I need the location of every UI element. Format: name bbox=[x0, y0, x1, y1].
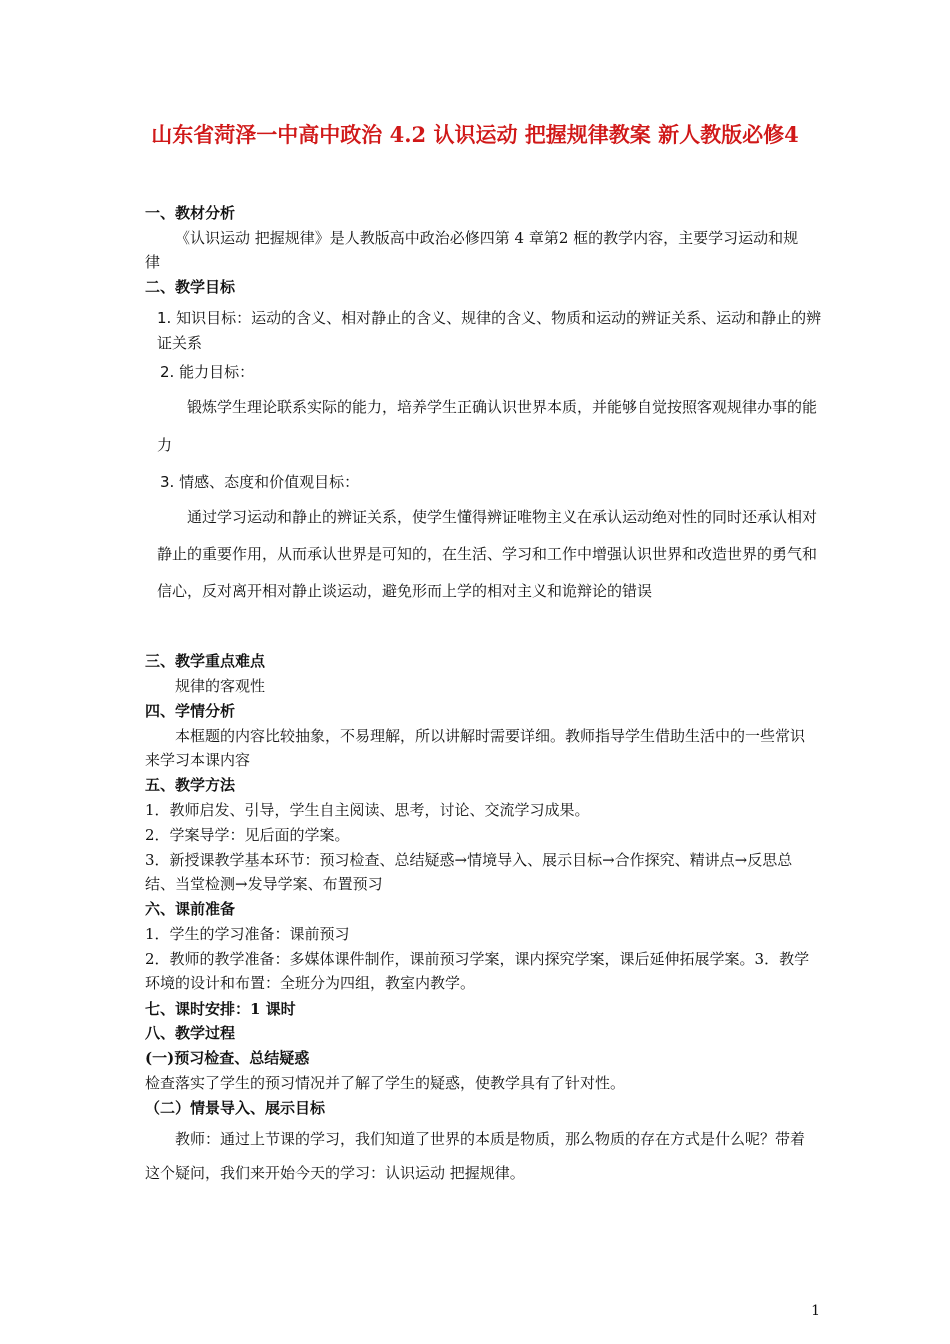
textbook-analysis-text: 《认识运动 把握规律》是人教版高中政治必修四第 4 章第2 框的教学内容，主要学习运动和规律 bbox=[145, 229, 799, 271]
preview-check-text: 检查落实了学生的预习情况并了解了学生的疑惑，使教学具有了针对性。 bbox=[145, 1074, 626, 1092]
ability-goal-label: 2. 能力目标： bbox=[160, 363, 255, 381]
page-number: 1 bbox=[811, 1303, 820, 1319]
preparation-item: 1．学生的学习准备：课前预习 bbox=[145, 925, 350, 943]
method-item: 2．学案导学：见后面的学案。 bbox=[145, 826, 350, 844]
heading-teaching-process: 八、教学过程 bbox=[145, 1024, 236, 1042]
subheading-preview-check: (一)预习检查、总结疑惑 bbox=[145, 1049, 310, 1067]
heading-teaching-goals: 二、教学目标 bbox=[145, 278, 236, 296]
emotion-goal-label: 3. 情感、态度和价值观目标： bbox=[160, 473, 360, 491]
method-item: 1．教师启发、引导，学生自主阅读、思考，讨论、交流学习成果。 bbox=[145, 801, 590, 819]
heading-textbook-analysis: 一、教材分析 bbox=[145, 204, 236, 222]
heading-teaching-methods: 五、教学方法 bbox=[145, 776, 236, 794]
heading-preparation: 六、课前准备 bbox=[145, 900, 236, 918]
emotion-goal-text: 通过学习运动和静止的辨证关系，使学生懂得辨证唯物主义在承认运动绝对性的同时还承认相对静止的重要作用，从而承认世界是可知的，在生活、学习和工作中增强认识世界和改造世界的勇气和信心，反对离开相对静止谈运动，避免形而上学的相对主义和诡辩论的错误 bbox=[157, 508, 818, 600]
knowledge-goal: 1. 知识目标：运动的含义、相对静止的含义、规律的含义、物质和运动的辨证关系、运动和静止的辨证关系 bbox=[157, 309, 822, 352]
student-analysis-text: 本框题的内容比较抽象，不易理解，所以讲解时需要详细。教师指导学生借助生活中的一些常识来学习本课内容 bbox=[145, 727, 806, 769]
heading-student-analysis: 四、学情分析 bbox=[145, 702, 236, 720]
heading-class-hours: 七、课时安排：1 课时 bbox=[145, 1000, 296, 1018]
key-points-text: 规律的客观性 bbox=[175, 677, 266, 695]
heading-key-points: 三、教学重点难点 bbox=[145, 652, 266, 670]
ability-goal-text: 锻炼学生理论联系实际的能力，培养学生正确认识世界本质，并能够自觉按照客观规律办事的能力 bbox=[157, 398, 818, 454]
method-item: 3．新授课教学基本环节：预习检查、总结疑惑→情境导入、展示目标→合作探究、精讲点→反思总结、当堂检测→发导学案、布置预习 bbox=[145, 851, 793, 893]
subheading-scenario-intro: （二）情景导入、展示目标 bbox=[145, 1099, 326, 1117]
scenario-intro-text: 教师：通过上节课的学习，我们知道了世界的本质是物质，那么物质的存在方式是什么呢？带着这个疑问，我们来开始今天的学习：认识运动 把握规律。 bbox=[145, 1130, 806, 1182]
preparation-item: 2．教师的教学准备：多媒体课件制作，课前预习学案，课内探究学案，课后延伸拓展学案。3．教学环境的设计和布置：全班分为四组，教室内教学。 bbox=[145, 950, 810, 992]
document-title: 山东省菏泽一中高中政治 4.2 认识运动 把握规律教案 新人教版必修4 bbox=[151, 122, 799, 147]
